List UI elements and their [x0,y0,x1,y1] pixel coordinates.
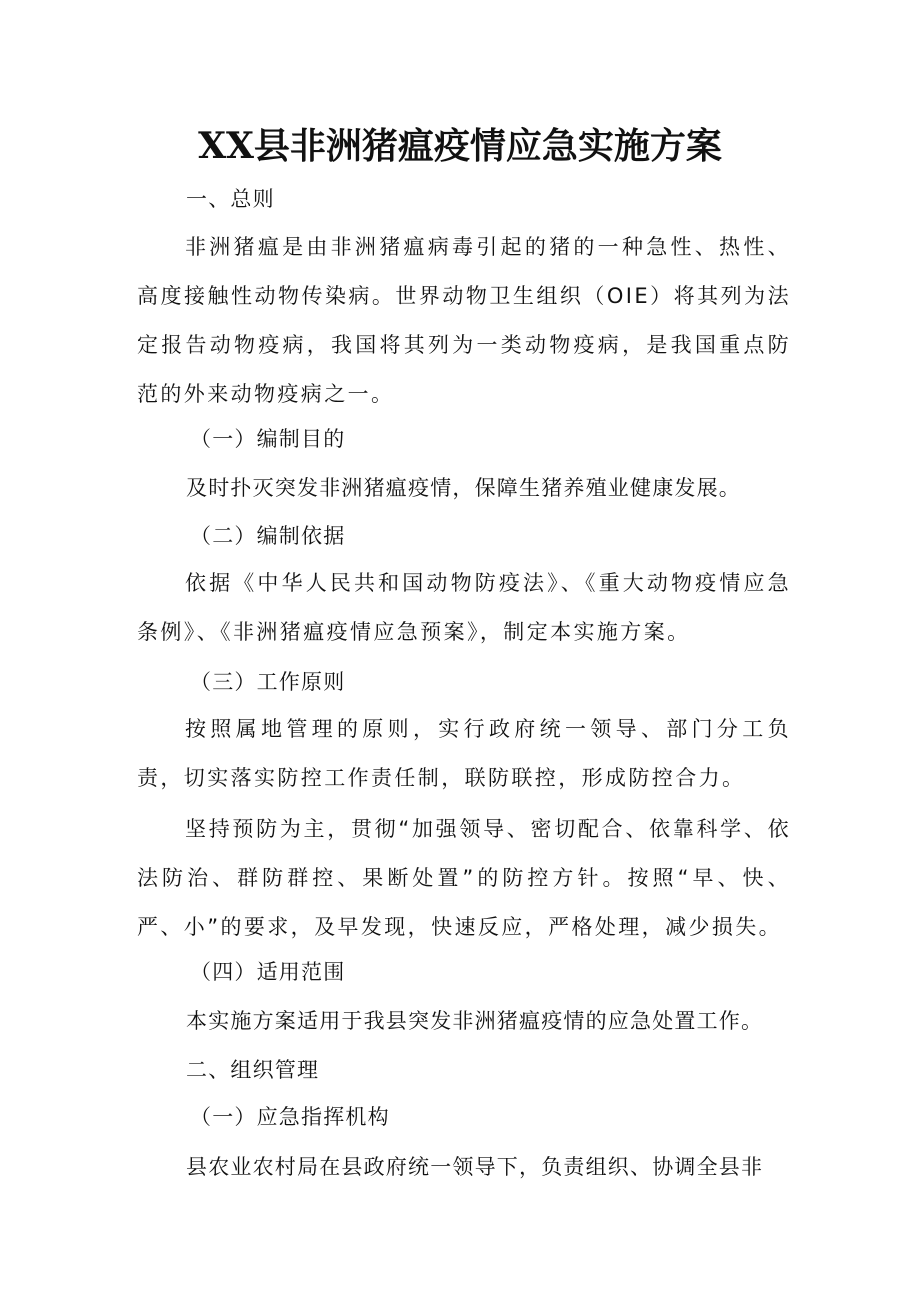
paragraph-scope: 本实施方案适用于我县突发非洲猪瘟疫情的应急处置工作。 [186,1009,764,1033]
subheading-principles: （三）工作原则 [190,670,346,694]
paragraph-principles-2: 坚持预防为主，贯彻“加强领导、密切配合、依靠科学、依法防治、群防群控、果断处置”的防控方针。按照“早、快、严、小”的要求，及早发现，快速反应，严格处理，减少损失。 [137,817,791,939]
document-title: XX县非洲猪瘟疫情应急实施方案 [198,125,722,167]
paragraph-command: 县农业农村局在县政府统一领导下，负责组织、协调全县非 [186,1155,764,1179]
paragraph-principles-1: 按照属地管理的原则，实行政府统一领导、部门分工负责，切实落实防控工作责任制，联防联控，形成防控合力。 [137,717,791,790]
section-heading-organization: 二、组织管理 [186,1058,320,1082]
section-heading-general: 一、总则 [186,187,275,211]
paragraph-basis: 依据《中华人民共和国动物防疫法》、《重大动物疫情应急条例》、《非洲猪瘟疫情应急预案》，制定本实施方案。 [137,571,791,644]
subheading-scope: （四）适用范围 [190,960,346,984]
subheading-command: （一）应急指挥机构 [190,1105,390,1129]
subheading-purpose: （一）编制目的 [190,427,346,451]
paragraph-intro: 非洲猪瘟是由非洲猪瘟病毒引起的猪的一种急性、热性、高度接触性动物传染病。世界动物卫生组织（OIE）将其列为法定报告动物疫病，我国将其列为一类动物疫病，是我国重点防范的外来动物疫病之一。 [137,235,791,406]
paragraph-purpose: 及时扑灭突发非洲猪瘟疫情，保障生猪养殖业健康发展。 [186,476,741,500]
subheading-basis: （二）编制依据 [190,524,346,548]
